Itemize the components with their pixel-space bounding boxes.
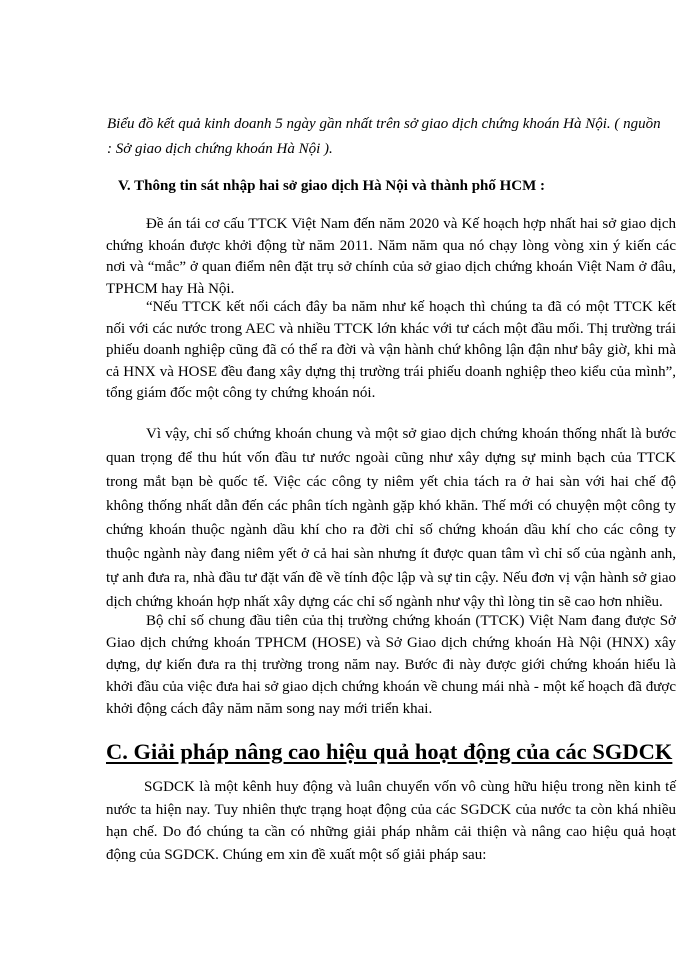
section-v-paragraph: Vì vậy, chỉ số chứng khoán chung và một sở giao dịch chứng khoán thống nhất là bước quan trọng để thu hút vốn đầu tư nước ngoài cũng như xây dựng sự minh bạch của TTCK trong mắt bạn bè quốc tế. Việc các công ty niêm yết chia tách ra ở hai sàn với hai chế độ không thống nhất dẫn đến các phân tích ngành gặp khó khăn. Thế mới có chuyện một công ty chứng khoán thuộc ngành dầu khí cho ra đời chỉ số chứng khoán dầu khí cho các công ty thuộc ngành này đang niêm yết ở cả hai sàn nhưng ít được quan tâm vì chỉ số của ngành anh, tự anh đưa ra, nhà đầu tư đặt vấn đề về tính độc lập và sự tin cậy. Nếu đơn vị vận hành sở giao dịch chứng khoán hợp nhất xây dựng các chỉ số ngành như vậy thì lòng tin sẽ cao hơn nhiều. [106,426,676,610]
section-c-paragraph: SGDCK là một kênh huy động và luân chuyển vốn vô cùng hữu hiệu trong nền kinh tế nước ta hiện nay. Tuy nhiên thực trạng hoạt động của các SGDCK của nước ta còn khá nhiều hạn chế. Do đó chúng ta cần có những giải pháp nhằm cải thiện và nâng cao hiệu quả hoạt động của SGDCK. Chúng em xin đề xuất một số giải pháp sau: [106,779,676,863]
section-v-heading: V. Thông tin sát nhập hai sở giao dịch Hà Nội và thành phố HCM : [118,178,546,194]
section-v-paragraph: Đề án tái cơ cấu TTCK Việt Nam đến năm 2020 và Kế hoạch hợp nhất hai sở giao dịch chứng khoán được khởi động từ năm 2011. Năm năm qua nó chạy lòng vòng xin ý kiến các nơi và “mắc” ở quan điểm nên đặt trụ sở chính của sở giao dịch chứng khoán Việt Nam ở đâu, TPHCM hay Hà Nội. [106,216,676,297]
chart-caption: Biểu đồ kết quả kinh doanh 5 ngày gần nhất trên sở giao dịch chứng khoán Hà Nội. ( nguồn : Sở giao dịch chứng khoán Hà Nội ). [107,116,661,157]
section-v-paragraph: Bộ chỉ số chung đầu tiên của thị trường chứng khoán (TTCK) Việt Nam đang được Sở Giao dịch chứng khoán TPHCM (HOSE) và Sở Giao dịch chứng khoán Hà Nội (HNX) xây dựng, dự kiến đưa ra thị trường trong năm nay. Bước đi này được giới chứng khoán hiểu là khởi đầu của việc đưa hai sở giao dịch chứng khoán về chung mái nhà - một kế hoạch đã được khởi động cách đây năm năm song nay mới triển khai. [106,613,676,717]
section-c-heading: C. Giải pháp nâng cao hiệu quả hoạt động của các SGDCK [106,739,673,764]
section-v-paragraph: “Nếu TTCK kết nối cách đây ba năm như kế hoạch thì chúng ta đã có một TTCK kết nối với các nước trong AEC và nhiều TTCK lớn khác với tư cách một đầu mối. Thị trường trái phiếu doanh nghiệp cũng đã có thể ra đời và vận hành chứ không lận đận như bây giờ, khi mà cả HNX và HOSE đều đang xây dựng thị trường trái phiếu doanh nghiệp theo kiểu của mình”, tổng giám đốc một công ty chứng khoán nói. [106,299,676,401]
